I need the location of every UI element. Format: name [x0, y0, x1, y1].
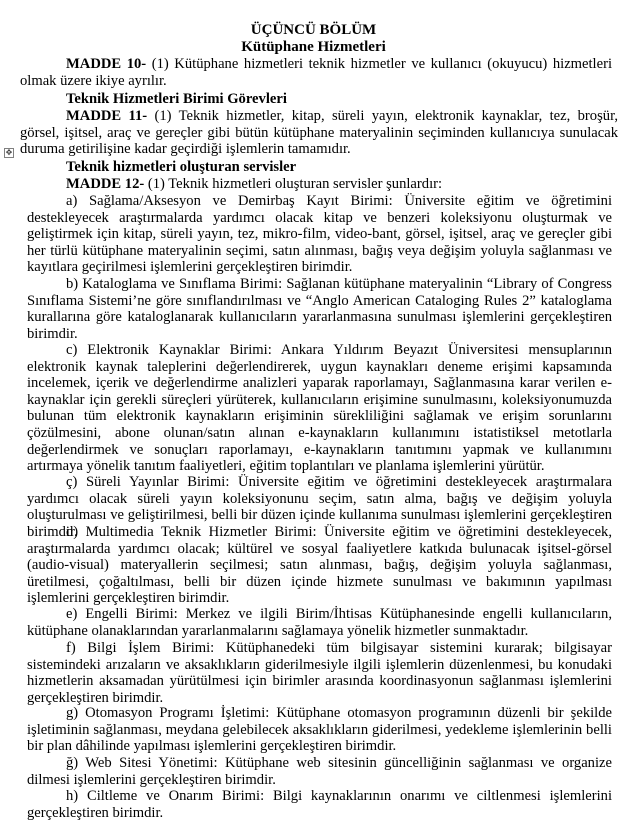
article-12-label: MADDE 12- — [66, 176, 145, 192]
list-item-d: d) Multimedia Teknik Hizmetler Birimi: Üniversite eğitim ve öğretimini destekleyecek, araştırmalarda yardımcı olacak; kültürel ve sosyal faaliyetlere katkıda bulunacak işitsel-görsel (audio-visual) materyallerin seçilmesi; satın alınması, bağış, değişim yoluyla sağlanması, üretilmesi, çoğaltılması, belli bir düzen içinde hizmete sunulması ve bakımının yapılması işlemlerini gerçekleştiren birimdir. — [27, 524, 612, 607]
list-item-f: f) Bilgi İşlem Birimi: Kütüphanedeki tüm bilgisayar sistemini kurarak; bilgisayar sistemindeki arızaların ve aksaklıkların giderilmesiyle ilgili işlemlerin düzenlenmesi, bu konudaki hizmetlerin aksamadan yürütülmesi için birimler arasında koordinasyonun sağlanması işlemlerini gerçekleştiren birimdir. — [27, 640, 612, 706]
article-10-text: (1) Kütüphane hizmetleri teknik hizmetler ve kullanıcı (okuyucu) hizmetleri olmak üzere ikiye ayrılır. — [20, 56, 612, 89]
article-12-text: (1) Teknik hizmetleri oluşturan servisler şunlardır: — [144, 176, 443, 192]
article-11 — [20, 108, 618, 158]
list-item-g: g) Otomasyon Programı İşletimi: Kütüphane otomasyon programının düzenli bir şekilde işletiminin sağlanması, meydana gelebilecek aksaklıkların giderilmesi, yedekleme işlemlerinin belli bir plan dâhilinde yapılması işlemlerini gerçekleştiren birimdir. — [27, 705, 612, 755]
list-item-a: a) Sağlama/Aksesyon ve Demirbaş Kayıt Birimi: Üniversite eğitim ve öğretimini destekleyecek araştırmalarda yardımcı olacak kitap ve benzeri koleksiyonu oluşturmak ve geliştirmek için kitap, süreli yayın, tez, mikro-film, video-bant, görsel, işitsel, araç ve gereçler gibi her türlü kütüphane materyalinin seçimi, satın alınması, bağış veya değişim yoluyla sağlanması ve kayıtlara geçirilmesi işlemlerini gerçekleştiren birimdir. — [27, 193, 612, 276]
move-arrows-icon[interactable]: ✥ — [5, 148, 13, 157]
article-10 — [20, 56, 612, 89]
article-11-label: MADDE 11- — [66, 108, 148, 124]
list-item-h: h) Ciltleme ve Onarım Birimi: Bilgi kaynaklarının onarımı ve ciltlenmesi işlemlerini gerçekleştiren birimdir. — [27, 788, 612, 821]
chapter-subtitle: Kütüphane Hizmetleri — [241, 39, 386, 55]
list-item-e: e) Engelli Birimi: Merkez ve ilgili Birim/İhtisas Kütüphanesinde engelli kullanıcıların, kütüphane olanaklarından yararlanmalarını sağlamaya yönelik hizmetler sunmaktadır. — [27, 606, 612, 639]
list-item-b: b) Kataloglama ve Sınıflama Birimi: Sağlanan kütüphane materyalinin “Library of Congress Sınıflama Sistemi’ne göre sınıflandırılması ve “Anglo American Cataloging Rules 2” kataloglama kurallarına göre kataloglanarak kullanıcıların yararlanmasına sunulması işlemlerini gerçekleştiren birimdir. — [27, 276, 612, 342]
article-10-label: MADDE 10- — [66, 56, 147, 72]
article-12 — [66, 176, 442, 193]
list-item-c-cedilla: ç) Süreli Yayınlar Birimi: Üniversite eğitim ve öğretimini destekleyecek araştırmalara yardımcı olacak süreli yayın koleksiyonunu seçim, satın alma, bağış ve değişim yoluyla oluşturulması ve geliştirilmesi, belli bir düzen içinde kullanıma sunulması işlemlerini gerçekleştiren birimdir. — [27, 474, 612, 540]
chapter-title: ÜÇÜNCÜ BÖLÜM — [250, 22, 377, 38]
list-item-c: c) Elektronik Kaynaklar Birimi: Ankara Yıldırım Beyazıt Üniversitesi mensuplarının elektronik kaynak taleplerini değerlendirerek, uygun kaynakları deneme erişimi kapsamında incelemek, içerik ve değerlendirme analizleri yaparak raporlamayı, Sağlanmasına karar verilen e-kaynaklar için gerekli süreçleri yürüterek, kullanıcıların erişimine sunulmasını, koleksiyonumuzda bulunan tüm elektronik kaynakların erişiminin sürekliliğini sağlamak ve erişim sorunlarını çözülmesini, abone olunan/satın alınan e-kaynakların kullanımını istatistiksel metotlarla değerlendirmek ve sonuçları raporlamayı, e-kaynakların tanıtımını yapmak ve kullanımını artırmaya yönelik tanıtım faaliyetleri, eğitim toplantıları ve planlama işlemlerini yürütür. — [27, 342, 612, 475]
heading-technical-duties: Teknik Hizmetleri Birimi Görevleri — [66, 91, 287, 107]
list-item-g-breve: ğ) Web Sitesi Yönetimi: Kütüphane web sitesinin güncelliğinin sağlanması ve organize dilmesi işlemlerini gerçekleştiren birimdir. — [27, 755, 612, 788]
heading-services: Teknik hizmetleri oluşturan servisler — [66, 159, 297, 175]
article-11-text: (1) Teknik hizmetler, kitap, süreli yayın, elektronik kaynaklar, tez, broşür, görsel, işitsel, araç ve gereçler gibi bütün kütüphane materyalinin seçiminden kullanıcıya sunulacak duruma getirilişine kadar geçirdiği işlemlerin tamamıdır. — [20, 108, 618, 158]
